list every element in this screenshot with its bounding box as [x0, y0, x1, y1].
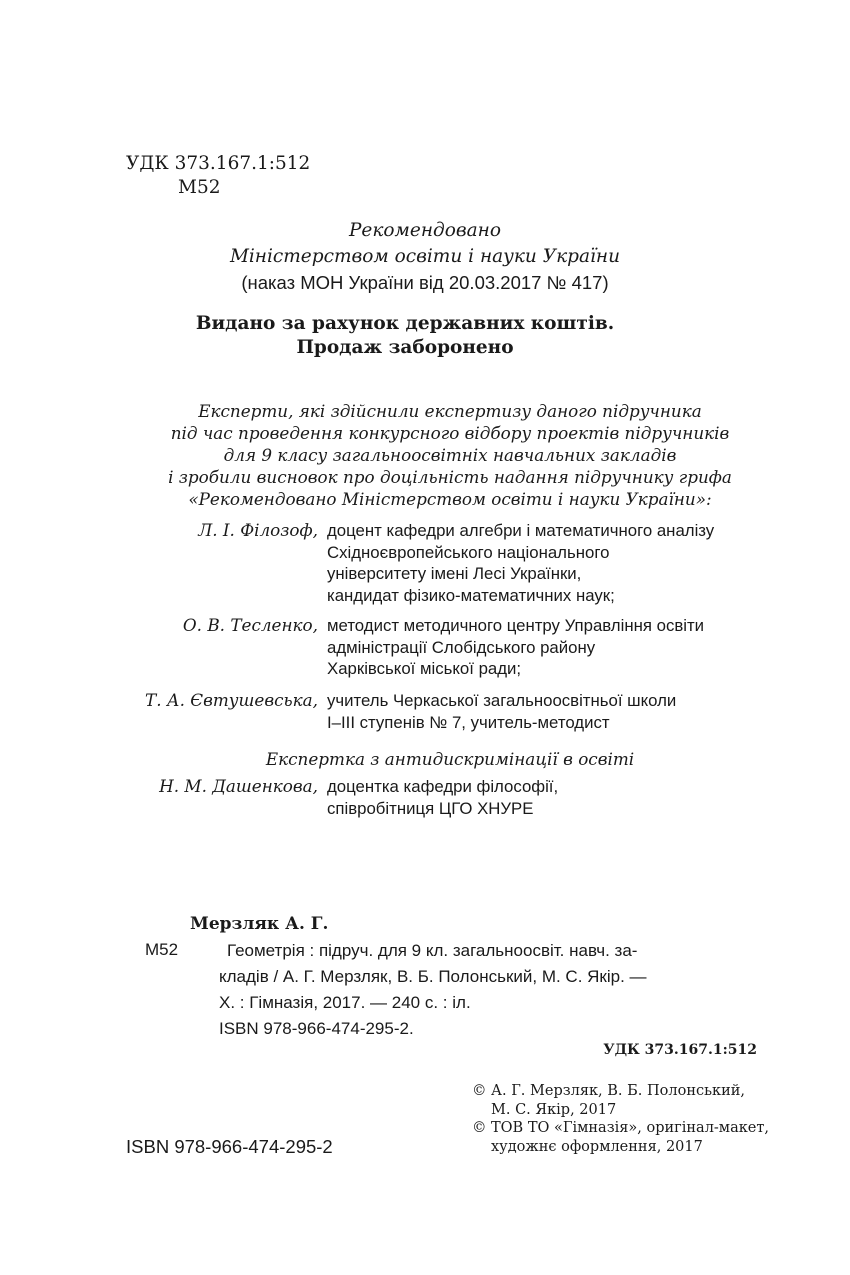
expert-desc-line: учитель Черкаської загальноосвітньої школи [327, 691, 677, 710]
expert-name: О. В. Тесленко, [182, 615, 318, 635]
expert-desc-line: Харківської міської ради; [327, 659, 522, 678]
bibliography-description [219, 938, 759, 1042]
copyright-text: ТОВ ТО «Гімназія», оригінал-макет, [491, 1120, 769, 1136]
sale-prohibited-line: Продаж заборонено [296, 337, 514, 358]
expert-name: Л. І. Філозоф, [198, 520, 318, 540]
copyright-icon: © [472, 1120, 487, 1136]
bibliography-line: Геометрія : підруч. для 9 кл. загальноосвіт. навч. за- [227, 941, 638, 960]
experts-intro [0, 400, 850, 510]
recommendation-line: Рекомендовано [348, 220, 502, 241]
antidiscrimination-heading: Експертка з антидискримінації в освіті [265, 749, 635, 769]
expert-description [327, 520, 714, 606]
expert-desc-line: методист методичного центру Управління освіти [327, 616, 705, 635]
copyright-icon: © [472, 1083, 487, 1099]
expert-description [327, 776, 558, 819]
book-index: М52 [178, 177, 221, 198]
bibliography-line: Х. : Гімназія, 2017. — 240 с. : іл. [219, 993, 471, 1012]
copyright-line [472, 1082, 812, 1101]
bibliography-udk: УДК 373.167.1:512 [603, 1042, 757, 1058]
udk-code: УДК 373.167.1:512 [126, 153, 311, 174]
expert-desc-line: доцент кафедри алгебри і математичного аналізу [327, 521, 715, 540]
expert-desc-line: університету імені Лесі Українки, [327, 564, 582, 583]
bibliography-line: ISBN 978-966-474-295-2. [219, 1019, 414, 1038]
funding-line: Видано за рахунок державних коштів. [195, 313, 615, 334]
experts-intro-line: для 9 класу загальноосвітніх навчальних закладів [223, 445, 677, 465]
copyright-line [472, 1119, 812, 1138]
copyright-text: М. С. Якір, 2017 [491, 1101, 617, 1118]
udk-header [126, 152, 310, 200]
expert-desc-line: співробітниця ЦГО ХНУРЕ [327, 798, 534, 818]
expert-desc-line: кандидат фізико-математичних наук; [327, 585, 615, 605]
bibliography-line: кладів / А. Г. Мерзляк, В. Б. Полонський, М. С. Якір. — [219, 967, 647, 986]
expert-name: Н. М. Дашенкова, [159, 776, 318, 796]
funding-notice [0, 312, 810, 360]
recommendation-order: (наказ МОН України від 20.03.2017 № 417) [241, 272, 609, 293]
experts-intro-line: під час проведення конкурсного відбору проектів підручників [170, 423, 730, 443]
copyright-text: А. Г. Мерзляк, В. Б. Полонський, [491, 1083, 746, 1099]
expert-desc-line: доцентка кафедри філософії, [327, 777, 559, 796]
bibliography-author: Мерзляк А. Г. [190, 914, 329, 934]
experts-intro-line: «Рекомендовано Міністерством освіти і науки України»: [188, 489, 712, 509]
isbn: ISBN 978-966-474-295-2 [126, 1136, 333, 1157]
expert-desc-line: І–ІІІ ступенів № 7, учитель-методист [327, 712, 610, 732]
copyright-block [472, 1082, 812, 1156]
experts-intro-line: і зробили висновок про доцільність надання підручнику грифа [168, 467, 732, 487]
expert-description [327, 690, 676, 733]
recommendation-block [0, 218, 850, 296]
expert-desc-line: Східноєвропейського національного [327, 542, 610, 562]
expert-name: Т. А. Євтушевська, [145, 690, 318, 710]
copyright-text: художнє оформлення, 2017 [491, 1138, 703, 1155]
expert-description [327, 615, 704, 680]
expert-desc-line: адміністрації Слобідського району [327, 637, 596, 657]
recommendation-ministry: Міністерством освіти і науки України [229, 246, 621, 267]
experts-intro-line: Експерти, які здійснили експертизу даного підручника [198, 401, 702, 421]
bibliography-index: М52 [145, 940, 179, 959]
